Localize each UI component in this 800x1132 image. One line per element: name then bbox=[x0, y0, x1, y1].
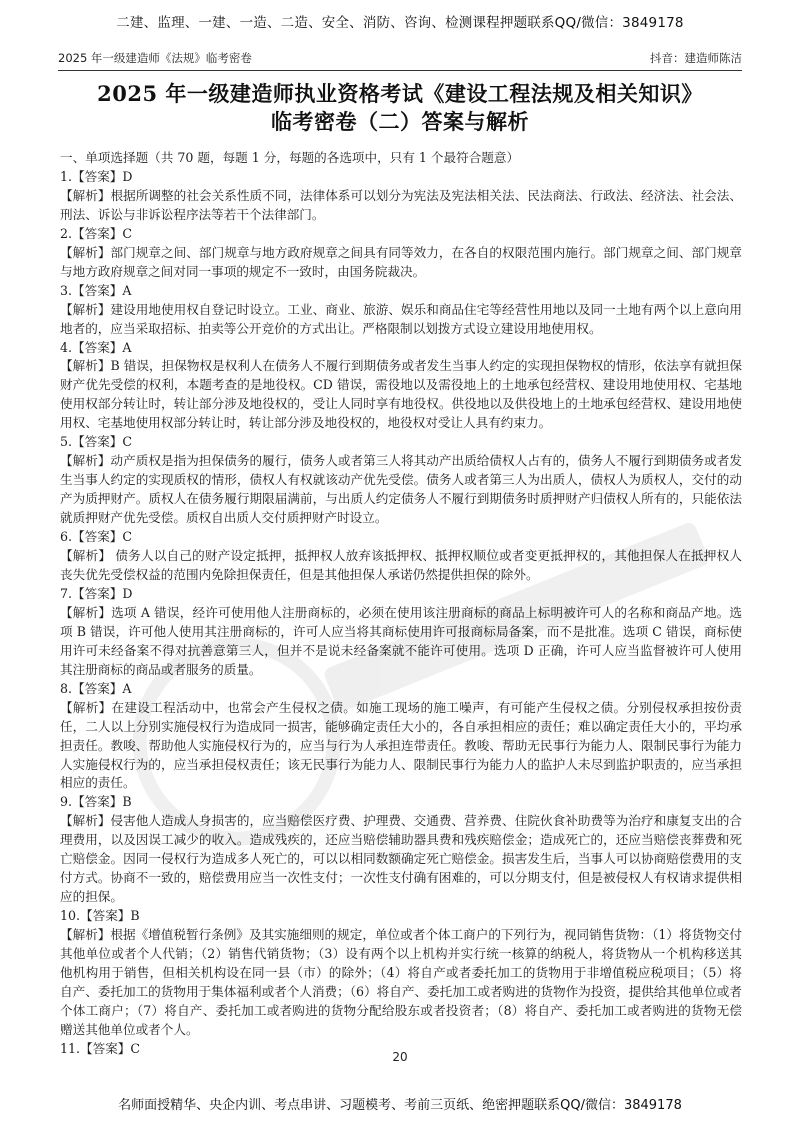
answer-line: 6.【答案】C bbox=[60, 529, 133, 545]
answer-line: 3.【答案】A bbox=[60, 282, 132, 298]
answer-line: 10.【答案】B bbox=[60, 908, 140, 924]
page-subtitle: 临考密卷（二）答案与解析 bbox=[271, 109, 529, 134]
page-number: 20 bbox=[392, 1050, 408, 1064]
answer-line: 5.【答案】C bbox=[60, 434, 133, 450]
header-author: 抖音：建造师陈洁 bbox=[650, 51, 742, 65]
answer-line: 2.【答案】C bbox=[60, 225, 133, 241]
analysis-paragraph: 【解析】B 错误，担保物权是权利人在债务人不履行到期债务或者发生当事人约定的实现担保物权的情形，依法享有就担保财产优先受偿的权利，本题考查的是地役权。CD 错误，需役地以及需役地上的土地承包经营权、建设用地使用权、宅基地使用权部分转让时，转让部分涉及地役权的，受让人同时享有地役权。供役地以及供役地上的土地承包经营权、建设用地使用权、宅基地使用权部分转让时，转让部分涉及地役权的，地役权对受让人具有约束力。 bbox=[60, 358, 742, 431]
answer-line: 1.【答案】D bbox=[60, 168, 133, 184]
analysis-paragraph: 【解析】建设用地使用权自登记时设立。工业、商业、旅游、娱乐和商品住宅等经营性用地以及同一土地有两个以上意向用地者的，应当采取招标、拍卖等公开竞价的方式出让。严格限制以划拨方式设立建设用地使用权。 bbox=[60, 301, 742, 336]
header-doc-title: 2025 年一级建造师《法规》临考密卷 bbox=[58, 51, 252, 65]
analysis-paragraph: 【解析】动产质权是指为担保债务的履行，债务人或者第三人将其动产出质给债权人占有的，债务人不履行到期债务或者发生当事人约定的实现质权的情形，债权人有权就该动产优先受偿。债务人或者第三人为出质人，债权人为质权人，交付的动产为质押财产。质权人在债务履行期限届满前，与出质人约定债务人不履行到期债务时质押财产归债权人所有的，只能依法就质押财产优先受偿。质权自出质人交付质押财产时设立。 bbox=[60, 453, 742, 526]
answer-line: 9.【答案】B bbox=[60, 794, 132, 810]
analysis-paragraph: 【解析】选项 A 错误，经许可使用他人注册商标的，必须在使用该注册商标的商品上标明被许可人的名称和商品产地。选项 B 错误，许可他人使用其注册商标的，许可人应当将其商标使用许可报商标局备案，而不是批准。选项 C 错误，商标使用许可未经备案不得对抗善意第三人，但并不是说未经备案就不能许可使用。选项 D 正确，许可人应当监督被许可人使用其注册商标的商品或者服务的质量。 bbox=[60, 604, 742, 677]
analysis-paragraph: 【解析】部门规章之间、部门规章与地方政府规章之间具有同等效力，在各自的权限范围内施行。部门规章之间、部门规章与地方政府规章之间对同一事项的规定不一致时，由国务院裁决。 bbox=[60, 244, 742, 279]
answer-content bbox=[60, 149, 742, 1059]
top-contact-banner: 二建、监理、一建、一造、二造、安全、消防、咨询、检测课程押题联系QQ/微信：3849178 bbox=[116, 15, 684, 31]
analysis-paragraph: 【解析】在建设工程活动中，也常会产生侵权之债。如施工现场的施工噪声，有可能产生侵权之债。分别侵权承担按份责任，二人以上分别实施侵权行为造成同一损害，能够确定责任大小的，各自承担相应的责任；难以确定责任大小的，平均承担责任。教唆、帮助他人实施侵权行为的，应当与行为人承担连带责任。教唆、帮助无民事行为能力人、限制民事行为能力人实施侵权行为的，应当承担侵权责任；该无民事行为能力人、限制民事行为能力人的监护人未尽到监护职责的，应当承担相应的责任。 bbox=[60, 699, 742, 791]
running-header bbox=[58, 48, 742, 71]
answer-line: 11.【答案】C bbox=[60, 1040, 141, 1056]
section-heading: 一、单项选择题（共 70 题，每题 1 分，每题的各选项中，只有 1 个最符合题意） bbox=[60, 150, 520, 165]
analysis-paragraph: 【解析】根据《增值税暂行条例》及其实施细则的规定，单位或者个体工商户的下列行为，视同销售货物：（1）将货物交付其他单位或者个人代销；（2）销售代销货物；（3）设有两个以上机构并实行统一核算的纳税人，将货物从一个机构移送其他机构用于销售，但相关机构设在同一县（市）的除外；（4）将自产或者委托加工的货物用于非增值税应税项目；（5）将自产、委托加工的货物用于集体福利或者个人消费；（6）将自产、委托加工或者购进的货物作为投资，提供给其他单位或者个体工商户；（7）将自产、委托加工或者购进的货物分配给股东或者投资者；（8）将自产、委托加工或者购进的货物无偿赠送其他单位或者个人。 bbox=[60, 927, 742, 1037]
analysis-paragraph: 【解析】根据所调整的社会关系性质不同，法律体系可以划分为宪法及宪法相关法、民法商法、行政法、经济法、社会法、刑法、诉讼与非诉讼程序法等若干个法律部门。 bbox=[60, 187, 742, 222]
bottom-contact-banner: 名师面授精华、央企内训、考点串讲、习题模考、考前三页纸、绝密押题联系QQ/微信：3849178 bbox=[118, 1098, 682, 1113]
page-title: 2025 年一级建造师执业资格考试《建设工程法规及相关知识》 bbox=[97, 81, 703, 106]
analysis-paragraph: 【解析】 债务人以自己的财产设定抵押，抵押权人放弃该抵押权、抵押权顺位或者变更抵押权的，其他担保人在抵押权人丧失优先受偿权益的范围内免除担保责任，但是其他担保人承诺仍然提供担保的除外。 bbox=[60, 548, 742, 582]
answer-line: 4.【答案】A bbox=[60, 339, 132, 355]
answer-line: 8.【答案】A bbox=[60, 680, 132, 696]
answer-line: 7.【答案】D bbox=[60, 585, 133, 601]
analysis-paragraph: 【解析】侵害他人造成人身损害的，应当赔偿医疗费、护理费、交通费、营养费、住院伙食补助费等为治疗和康复支出的合理费用，以及因误工减少的收入。造成残疾的，还应当赔偿辅助器具费和残疾赔偿金；造成死亡的，还应当赔偿丧葬费和死亡赔偿金。因同一侵权行为造成多人死亡的，可以以相同数额确定死亡赔偿金。损害发生后，当事人可以协商赔偿费用的支付方式。协商不一致的，赔偿费用应当一次性支付；一次性支付确有困难的，可以分期支付，但是被侵权人有权请求提供相应的担保。 bbox=[60, 813, 742, 905]
